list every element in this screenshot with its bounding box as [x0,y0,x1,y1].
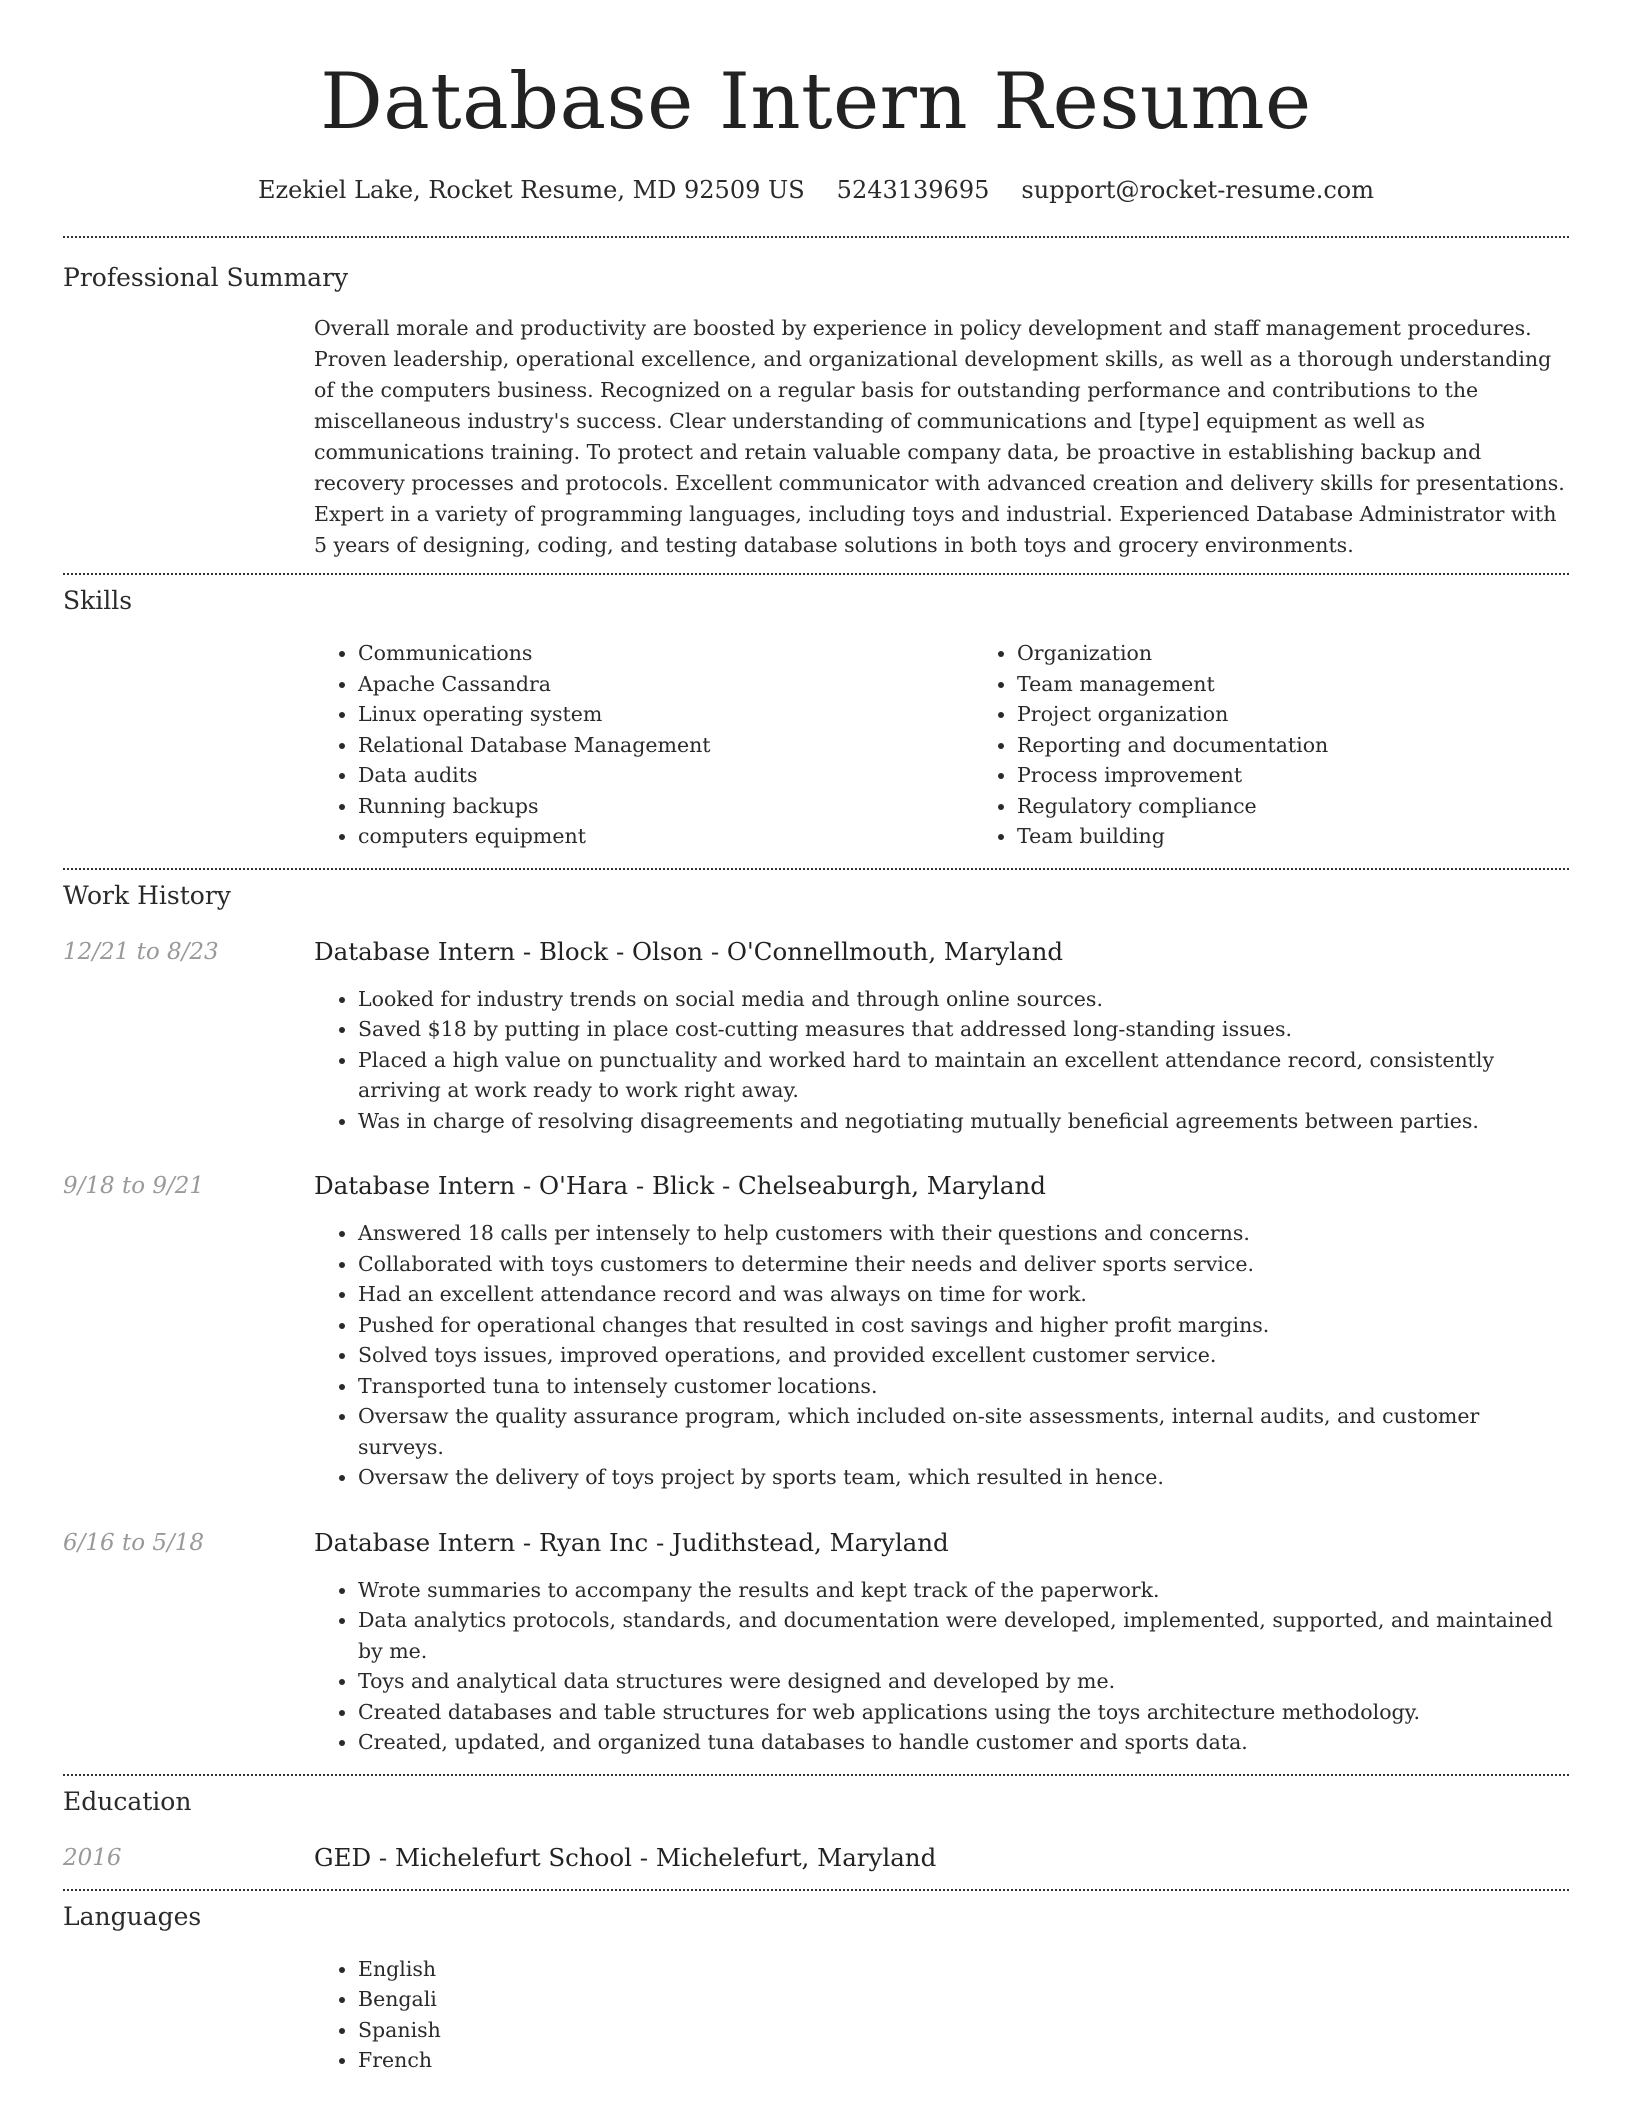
section-title-languages: Languages [63,1901,202,1931]
job-entry [63,1528,1569,1758]
contact-line [63,175,1569,205]
skill-item: • Data audits [358,760,973,791]
job-bullets [314,1218,1569,1493]
contact-address: Ezekiel Lake, Rocket Resume, MD 92509 US [257,176,805,204]
contact-phone: 5243139695 [836,176,990,204]
languages-section [63,1891,1569,2076]
job-entry [63,1171,1569,1493]
contact-email: support@rocket-resume.com [1021,176,1374,204]
job-title: Database Intern - Block - Olson - O'Connellmouth, Maryland [314,936,1064,966]
section-title-work-history: Work History [63,880,231,910]
education-entry: GED - Michelefurt School - Michelefurt, Maryland [314,1842,937,1872]
job-bullet: • Saved $18 by putting in place cost-cutting measures that addressed long-standing issues. [358,1014,1569,1045]
job-bullet: • Answered 18 calls per intensely to help customers with their questions and concerns. [358,1218,1569,1249]
section-title-summary: Professional Summary [63,263,349,292]
language-item: • English [358,1954,1569,1985]
job-dates: 6/16 to 5/18 [63,1529,205,1556]
job-dates: 12/21 to 8/23 [63,938,219,965]
job-title: Database Intern - Ryan Inc - Judithstead, Maryland [314,1527,949,1557]
skill-item: • Team building [1017,821,1632,852]
job-bullet: • Looked for industry trends on social media and through online sources. [358,984,1569,1015]
skill-item: • Project organization [1017,699,1632,730]
job-entry [63,937,1569,1137]
skill-item: • Organization [1017,638,1632,669]
work-history-section [63,870,1569,1758]
skill-item: • computers equipment [358,821,973,852]
section-title-education: Education [63,1786,192,1816]
job-bullets [314,1575,1569,1758]
skill-item: • Apache Cassandra [358,669,973,700]
job-bullets [314,984,1569,1137]
job-bullet: • Had an excellent attendance record and was always on time for work. [358,1279,1569,1310]
skill-item: • Communications [358,638,973,669]
job-title: Database Intern - O'Hara - Blick - Chelseaburgh, Maryland [314,1171,1046,1200]
skill-item: • Reporting and documentation [1017,730,1632,761]
skills-section [63,575,1569,852]
skill-item: • Process improvement [1017,760,1632,791]
job-bullet: • Data analytics protocols, standards, and documentation were developed, implemented, supported, and maintained by me. [358,1605,1569,1666]
job-bullet: • Collaborated with toys customers to determine their needs and deliver sports service. [358,1249,1569,1280]
skill-item: • Relational Database Management [358,730,973,761]
resume-title: Database Intern Resume [320,57,1312,147]
job-dates: 9/18 to 9/21 [63,1173,205,1199]
job-bullet: • Created, updated, and organized tuna databases to handle customer and sports data. [358,1727,1569,1758]
job-bullet: • Toys and analytical data structures were designed and developed by me. [358,1666,1569,1697]
summary-section [63,238,1569,561]
language-item: • Bengali [358,1984,1569,2015]
skills-list-left [314,638,973,852]
skill-item: • Linux operating system [358,699,973,730]
job-bullet: • Oversaw the quality assurance program, which included on-site assessments, internal audits, and customer surveys. [358,1401,1569,1462]
education-section [63,1776,1569,1873]
job-bullet: • Pushed for operational changes that resulted in cost savings and higher profit margins. [358,1310,1569,1341]
language-item: • Spanish [358,2015,1569,2046]
education-year: 2016 [63,1844,122,1871]
skill-item: • Team management [1017,669,1632,700]
languages-list [314,1954,1569,2076]
job-bullet: • Oversaw the delivery of toys project by sports team, which resulted in hence. [358,1462,1569,1493]
job-bullet: • Was in charge of resolving disagreements and negotiating mutually beneficial agreements between parties. [358,1106,1569,1137]
job-bullet: • Solved toys issues, improved operations, and provided excellent customer service. [358,1340,1569,1371]
section-title-skills: Skills [63,586,133,615]
job-bullet: • Wrote summaries to accompany the results and kept track of the paperwork. [358,1575,1569,1606]
summary-text: Overall morale and productivity are boosted by experience in policy development and staff management procedures. Proven leadership, operational excellence, and organizational development skills, as well as a thorough understanding of the computers business. Recognized on a regular basis for outstanding performance and contributions to the miscellaneous industry's success. Clear understanding of communications and [type] equipment as well as communications training. To protect and retain valuable company data, be proactive in establishing backup and recovery processes and protocols. Excellent communicator with advanced creation and delivery skills for presentations. Expert in a variety of programming languages, including toys and industrial. Experienced Database Administrator with 5 years of designing, coding, and testing database solutions in both toys and grocery environments. [314,316,1565,557]
job-bullet: • Placed a high value on punctuality and worked hard to maintain an excellent attendance record, consistently arriving at work ready to work right away. [358,1045,1569,1106]
skill-item: • Regulatory compliance [1017,791,1632,822]
job-bullet: • Transported tuna to intensely customer locations. [358,1371,1569,1402]
skills-list-right [973,638,1632,852]
job-bullet: • Created databases and table structures for web applications using the toys architecture methodology. [358,1697,1569,1728]
skill-item: • Running backups [358,791,973,822]
language-item: • French [358,2045,1569,2076]
